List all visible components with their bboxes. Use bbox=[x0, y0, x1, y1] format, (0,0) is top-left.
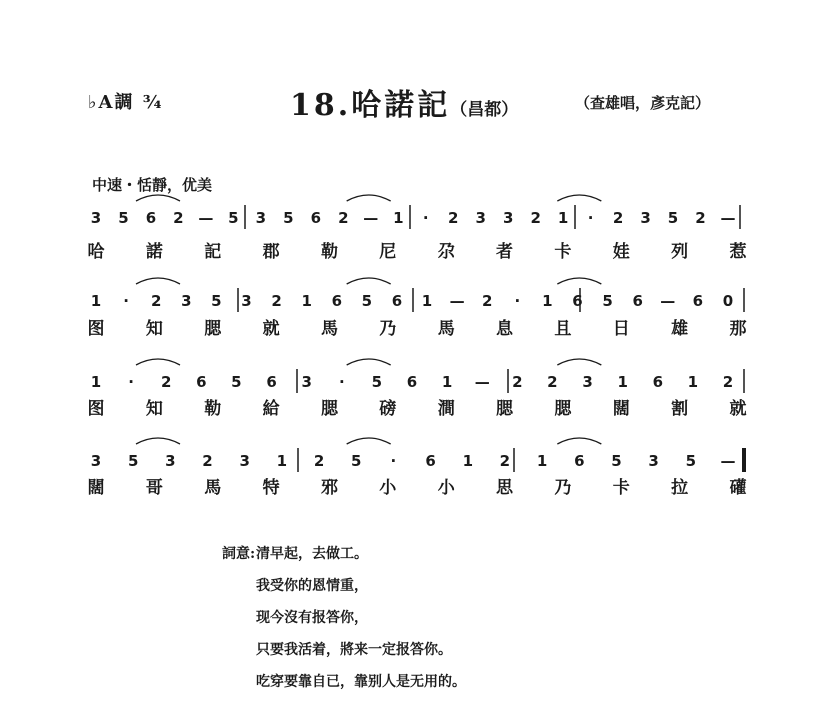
score-note: — bbox=[198, 209, 214, 227]
score-note: 2 bbox=[447, 209, 459, 227]
score-note: — bbox=[720, 209, 736, 227]
lyric-syllable: 雄 bbox=[671, 319, 689, 339]
lyric-syllable: 思 bbox=[496, 478, 513, 498]
tempo-marking: 中速・恬靜，优美 bbox=[92, 176, 213, 194]
score-note: 1 bbox=[687, 373, 699, 391]
lyric-syllable: 卡 bbox=[612, 478, 630, 498]
lyric-syllable: 澗 bbox=[437, 399, 455, 419]
score-note: 1 bbox=[301, 292, 312, 310]
score-note: 1 bbox=[557, 209, 569, 227]
score-note: 5 bbox=[231, 373, 242, 391]
meaning-label: 詞意: bbox=[222, 546, 256, 562]
score-note: 2 bbox=[202, 452, 213, 470]
lyric-syllable: 馬 bbox=[437, 319, 455, 339]
score-note: 5 bbox=[127, 452, 139, 470]
score-note: 1 bbox=[441, 373, 453, 391]
song-credit: （查雄唱，彥克記） bbox=[575, 94, 711, 112]
score-note: 5 bbox=[611, 452, 622, 470]
score-note: · bbox=[422, 209, 429, 227]
lyric-syllable: 馬 bbox=[321, 319, 338, 339]
score-note: 1 bbox=[90, 373, 102, 391]
score-note: 5 bbox=[361, 292, 373, 310]
lyric-syllable: 闊 bbox=[612, 399, 630, 419]
score-note: 6 bbox=[692, 292, 704, 310]
score-note: 3 bbox=[648, 452, 659, 470]
lyric-syllable: 那 bbox=[729, 319, 747, 339]
slur-mark bbox=[347, 278, 391, 284]
lyric-syllable: 腮 bbox=[204, 319, 222, 339]
score-note: 5 bbox=[685, 452, 697, 470]
score-note: — bbox=[660, 292, 676, 310]
score-note: 2 bbox=[313, 452, 325, 470]
score-note: 2 bbox=[160, 373, 172, 391]
lyric-syllable: 知 bbox=[145, 319, 163, 339]
score-note: 3 bbox=[301, 373, 312, 391]
slur-mark bbox=[136, 359, 180, 365]
score-note: — bbox=[449, 292, 465, 310]
lyric-syllable: 特 bbox=[262, 478, 280, 498]
lyric-syllable: 就 bbox=[729, 399, 747, 419]
lyric-syllable: 拉 bbox=[671, 478, 689, 498]
lyric-syllable: 哥 bbox=[145, 478, 163, 498]
score-note: 3 bbox=[165, 452, 176, 470]
lyric-syllable: 乃 bbox=[379, 319, 397, 339]
score-note: 2 bbox=[722, 373, 734, 391]
meaning-line: 我受你的恩情重， bbox=[256, 578, 368, 594]
score-note: 2 bbox=[612, 209, 624, 227]
score-note: 6 bbox=[266, 373, 277, 391]
slur-mark bbox=[347, 195, 391, 201]
lyric-syllable: 勒 bbox=[204, 399, 222, 419]
score-note: 5 bbox=[228, 209, 239, 227]
score-note: 1 bbox=[536, 452, 548, 470]
meaning-line: 清早起，去做工。 bbox=[256, 546, 368, 562]
score-note: 3 bbox=[239, 452, 250, 470]
score-note: 6 bbox=[572, 292, 583, 310]
score-note: · bbox=[390, 452, 397, 470]
score-note: 3 bbox=[90, 209, 102, 227]
lyric-syllable: 腮 bbox=[496, 399, 513, 419]
lyric-syllable: 图 bbox=[87, 319, 105, 339]
score-note: 5 bbox=[602, 292, 613, 310]
slur-mark bbox=[136, 195, 180, 201]
score-note: 5 bbox=[118, 209, 129, 227]
key-signature: ♭A調 ¾ bbox=[88, 92, 164, 113]
meaning-line: 现今沒有报答你， bbox=[256, 610, 368, 626]
score-note: · bbox=[587, 209, 594, 227]
score-note: 3 bbox=[241, 292, 252, 310]
lyric-syllable: 小 bbox=[379, 478, 397, 498]
lyric-syllable: 日 bbox=[612, 319, 630, 339]
slur-mark bbox=[557, 278, 601, 284]
lyric-syllable: 諾 bbox=[145, 242, 163, 262]
score-note: 1 bbox=[421, 292, 433, 310]
lyric-syllable: 割 bbox=[671, 399, 689, 419]
lyric-syllable: 图 bbox=[87, 399, 105, 419]
score-note: 3 bbox=[90, 452, 102, 470]
score-note: — bbox=[474, 373, 490, 391]
lyric-syllable: 礶 bbox=[729, 478, 747, 498]
score-note: 5 bbox=[211, 292, 222, 310]
score-note: · bbox=[123, 292, 129, 310]
meaning-line: 只要我活着，將来一定报答你。 bbox=[256, 642, 452, 658]
slur-mark bbox=[557, 359, 601, 365]
lyric-syllable: 勒 bbox=[321, 242, 338, 262]
title-number: 18. bbox=[290, 88, 352, 123]
meaning-line: 吃穿要靠自已，靠别人是无用的。 bbox=[256, 674, 466, 690]
score-note: 2 bbox=[271, 292, 282, 310]
score-note: 2 bbox=[338, 209, 349, 227]
score-note: — bbox=[363, 209, 379, 227]
score-note: 6 bbox=[652, 373, 664, 391]
lyric-syllable: 娃 bbox=[612, 242, 630, 262]
lyric-syllable: 腮 bbox=[321, 399, 338, 419]
lyric-syllable: 就 bbox=[262, 319, 280, 339]
score-note: 0 bbox=[722, 292, 734, 310]
lyric-syllable: 小 bbox=[437, 478, 455, 498]
score-note: 1 bbox=[393, 209, 404, 227]
score-note: — bbox=[720, 452, 736, 470]
slur-mark bbox=[347, 438, 391, 444]
score-note: 2 bbox=[150, 292, 162, 310]
score-note: 3 bbox=[255, 209, 267, 227]
score-note: 5 bbox=[371, 373, 383, 391]
slur-mark bbox=[557, 438, 601, 444]
score-note: 5 bbox=[667, 209, 679, 227]
score-note: 6 bbox=[425, 452, 436, 470]
score-note: · bbox=[128, 373, 134, 391]
lyric-syllable: 息 bbox=[496, 319, 513, 339]
lyric-syllable: 列 bbox=[671, 242, 689, 262]
score-note: 2 bbox=[481, 292, 493, 310]
score-note: 6 bbox=[196, 373, 207, 391]
score-note: 1 bbox=[617, 373, 628, 391]
score-note: 2 bbox=[547, 373, 558, 391]
lyric-syllable: 磅 bbox=[379, 399, 397, 419]
lyric-syllable: 郡 bbox=[262, 242, 280, 262]
score-note: · bbox=[514, 292, 521, 310]
lyric-syllable: 腮 bbox=[554, 399, 572, 419]
score-note: 6 bbox=[331, 292, 343, 310]
score-note: 6 bbox=[310, 209, 322, 227]
slur-mark bbox=[347, 359, 391, 365]
score-note: 2 bbox=[173, 209, 184, 227]
score-note: 3 bbox=[582, 373, 593, 391]
score-note: 5 bbox=[283, 209, 294, 227]
lyric-syllable: 尼 bbox=[379, 242, 397, 262]
score-note: 1 bbox=[276, 452, 288, 470]
score-note: 3 bbox=[181, 292, 192, 310]
score-note: 6 bbox=[391, 292, 403, 310]
title-main: 哈諾記 bbox=[351, 88, 451, 123]
lyric-syllable: 哈 bbox=[87, 242, 105, 262]
lyric-syllable: 給 bbox=[262, 399, 280, 419]
lyric-meaning bbox=[222, 538, 466, 698]
title-region: （昌都） bbox=[450, 100, 519, 120]
score-note: 5 bbox=[350, 452, 362, 470]
score-note: 2 bbox=[530, 209, 541, 227]
lyric-syllable: 馬 bbox=[204, 478, 222, 498]
score-note: 6 bbox=[406, 373, 418, 391]
lyric-syllable: 卡 bbox=[554, 242, 572, 262]
score-note: 1 bbox=[462, 452, 474, 470]
slur-mark bbox=[136, 438, 180, 444]
score-note: 6 bbox=[145, 209, 157, 227]
slur-mark bbox=[136, 278, 180, 284]
score-note: 2 bbox=[499, 452, 511, 470]
score-note: 1 bbox=[542, 292, 553, 310]
lyric-syllable: 者 bbox=[496, 242, 513, 262]
slur-mark bbox=[557, 195, 601, 201]
lyric-syllable: 記 bbox=[204, 242, 222, 262]
lyric-syllable: 惹 bbox=[729, 242, 747, 262]
lyric-syllable: 尕 bbox=[437, 242, 455, 262]
lyric-syllable: 邪 bbox=[321, 478, 338, 498]
score-note: 6 bbox=[632, 292, 643, 310]
lyric-syllable: 且 bbox=[554, 319, 572, 339]
lyric-syllable: 乃 bbox=[554, 478, 572, 498]
score-note: 6 bbox=[574, 452, 585, 470]
score-note: 1 bbox=[90, 292, 102, 310]
score-note: 3 bbox=[502, 209, 514, 227]
lyric-syllable: 闊 bbox=[87, 478, 105, 498]
score-note: 2 bbox=[695, 209, 706, 227]
score-note: · bbox=[338, 373, 345, 391]
lyric-syllable: 知 bbox=[145, 399, 163, 419]
score-note: 3 bbox=[475, 209, 486, 227]
score-note: 2 bbox=[512, 373, 523, 391]
score-note: 3 bbox=[640, 209, 651, 227]
